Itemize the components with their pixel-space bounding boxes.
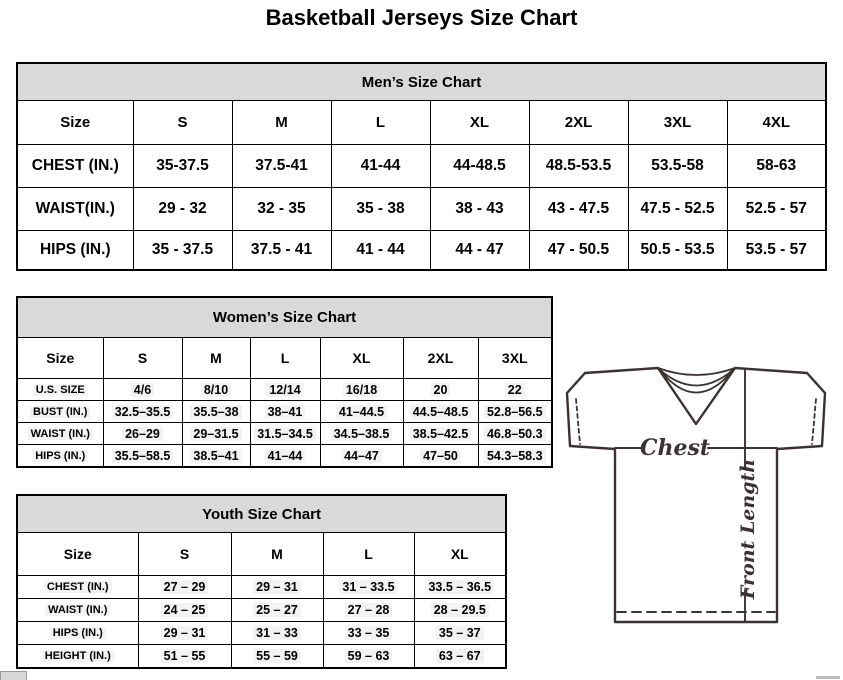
row-label: WAIST(IN.)	[17, 188, 133, 231]
column-header: XL	[414, 533, 506, 576]
cell-text: 31 – 33	[253, 626, 301, 640]
table-cell	[320, 401, 403, 423]
table-cell	[250, 445, 320, 468]
row-label	[17, 599, 138, 622]
table-cell	[320, 379, 403, 401]
cell-text: 33 – 35	[345, 626, 393, 640]
row-label	[17, 445, 103, 468]
table-cell: 58-63	[727, 145, 826, 188]
chest-label: Chest	[639, 435, 711, 461]
cell-text: 35.5–58.5	[112, 449, 174, 463]
mens-size-header-row	[17, 101, 826, 145]
table-cell	[103, 379, 182, 401]
mens-chest-row	[17, 145, 826, 188]
table-cell	[231, 576, 323, 599]
column-header: M	[231, 533, 323, 576]
column-header: XL	[320, 338, 403, 379]
table-cell: 29 - 32	[133, 188, 232, 231]
table-cell	[478, 445, 552, 468]
table-cell	[103, 401, 182, 423]
cell-text: 29 – 31	[253, 580, 301, 594]
table-cell	[320, 445, 403, 468]
cell-text: 41–44	[265, 449, 306, 463]
table-cell: 44-48.5	[430, 145, 529, 188]
row-label-text: CHEST (IN.)	[44, 581, 112, 593]
table-cell	[323, 576, 414, 599]
table-cell	[250, 423, 320, 445]
front-length-label: Front Length	[737, 458, 759, 600]
table-cell: 38 - 43	[430, 188, 529, 231]
table-cell	[231, 645, 323, 669]
cell-text: 38.5–42.5	[410, 427, 472, 441]
column-header: 4XL	[727, 101, 826, 145]
youth-size-table	[16, 494, 507, 669]
column-header: S	[133, 101, 232, 145]
cell-text: 28 – 29.5	[431, 603, 489, 617]
cell-text: 22	[505, 383, 525, 397]
table-cell: 41 - 44	[331, 231, 430, 271]
table-cell: 35-37.5	[133, 145, 232, 188]
table-cell	[182, 445, 250, 468]
cell-text: 35 – 37	[436, 626, 484, 640]
column-header: Size	[17, 338, 103, 379]
table-cell: 53.5 - 57	[727, 231, 826, 271]
table-cell	[138, 645, 231, 669]
womens-waist-row	[17, 423, 552, 445]
table-cell: 47 - 50.5	[529, 231, 628, 271]
column-header: 2XL	[403, 338, 478, 379]
sleeve-stitch-right	[812, 399, 816, 444]
table-cell	[231, 599, 323, 622]
table-cell	[182, 379, 250, 401]
table-cell	[403, 423, 478, 445]
table-cell	[138, 599, 231, 622]
table-cell	[320, 423, 403, 445]
row-label-text: BUST (IN.)	[30, 406, 90, 418]
cell-text: 25 – 27	[253, 603, 301, 617]
cell-text: 32.5–35.5	[112, 405, 174, 419]
youth-chart-title: Youth Size Chart	[17, 495, 506, 533]
column-header: S	[138, 533, 231, 576]
mens-hips-row	[17, 231, 826, 271]
table-cell: 52.5 - 57	[727, 188, 826, 231]
row-label	[17, 423, 103, 445]
row-label-text: U.S. SIZE	[33, 384, 88, 396]
table-cell	[182, 423, 250, 445]
row-label	[17, 645, 138, 669]
womens-chart-title: Women’s Size Chart	[17, 297, 552, 338]
cell-text: 38–41	[265, 405, 306, 419]
table-cell	[138, 622, 231, 645]
table-cell	[414, 645, 506, 669]
row-label-text: WAIST (IN.)	[28, 428, 93, 440]
table-cell	[250, 379, 320, 401]
table-cell	[478, 423, 552, 445]
table-cell: 35 - 37.5	[133, 231, 232, 271]
row-label-text: HIPS (IN.)	[50, 627, 106, 639]
youth-waist-row	[17, 599, 506, 622]
mens-size-table	[16, 62, 827, 271]
row-label: HIPS (IN.)	[17, 231, 133, 271]
mens-chart-title: Men’s Size Chart	[17, 63, 826, 101]
table-cell	[323, 599, 414, 622]
cell-text: 31 – 33.5	[339, 580, 397, 594]
cell-text: 52.8–56.5	[484, 405, 546, 419]
cell-text: 12/14	[266, 383, 303, 397]
table-cell	[182, 401, 250, 423]
table-cell: 37.5 - 41	[232, 231, 331, 271]
cell-text: 4/6	[131, 383, 154, 397]
cell-text: 47–50	[420, 449, 461, 463]
row-label	[17, 622, 138, 645]
column-header: XL	[430, 101, 529, 145]
table-cell	[103, 445, 182, 468]
cell-text: 29 – 31	[161, 626, 209, 640]
table-cell: 37.5-41	[232, 145, 331, 188]
cell-text: 44.5–48.5	[410, 405, 472, 419]
cell-text: 51 – 55	[161, 649, 209, 663]
cell-text: 20	[431, 383, 451, 397]
cell-text: 27 – 29	[161, 580, 209, 594]
row-label-text: HIPS (IN.)	[32, 450, 88, 462]
page-title: Basketball Jerseys Size Chart	[265, 5, 578, 30]
row-label-text: HEIGHT (IN.)	[42, 650, 114, 662]
cell-text: 35.5–38	[190, 405, 241, 419]
womens-hips-row	[17, 445, 552, 468]
column-header: M	[232, 101, 331, 145]
row-label	[17, 401, 103, 423]
table-cell	[231, 622, 323, 645]
youth-height-row	[17, 645, 506, 669]
table-cell: 35 - 38	[331, 188, 430, 231]
row-label-text: WAIST (IN.)	[45, 604, 110, 616]
cell-text: 54.3–58.3	[484, 449, 546, 463]
column-header: S	[103, 338, 182, 379]
table-cell: 50.5 - 53.5	[628, 231, 727, 271]
table-cell	[403, 401, 478, 423]
cell-text: 26–29	[122, 427, 163, 441]
cell-text: 29–31.5	[190, 427, 241, 441]
cell-text: 38.5–41	[190, 449, 241, 463]
column-header: L	[323, 533, 414, 576]
table-cell	[414, 576, 506, 599]
cell-text: 27 – 28	[345, 603, 393, 617]
table-cell: 43 - 47.5	[529, 188, 628, 231]
youth-hips-row	[17, 622, 506, 645]
collar-band-lines	[658, 368, 735, 393]
table-cell	[323, 645, 414, 669]
cell-text: 24 – 25	[161, 603, 209, 617]
table-cell	[250, 401, 320, 423]
table-cell	[138, 576, 231, 599]
table-cell	[414, 599, 506, 622]
jersey-measurement-diagram	[558, 362, 838, 626]
table-cell	[478, 401, 552, 423]
table-cell	[323, 622, 414, 645]
table-cell: 48.5-53.5	[529, 145, 628, 188]
youth-size-chart	[16, 494, 507, 669]
table-cell	[403, 379, 478, 401]
cell-text: 34.5–38.5	[331, 427, 393, 441]
cell-text: 55 – 59	[253, 649, 301, 663]
womens-ussize-row	[17, 379, 552, 401]
column-header: Size	[17, 101, 133, 145]
cell-text: 59 – 63	[345, 649, 393, 663]
column-header: 2XL	[529, 101, 628, 145]
cell-text: 16/18	[343, 383, 380, 397]
youth-size-header-row	[17, 533, 506, 576]
row-label	[17, 576, 138, 599]
jersey-outline-shape	[567, 368, 825, 622]
cell-text: 44–47	[341, 449, 382, 463]
column-header: L	[331, 101, 430, 145]
cell-text: 8/10	[201, 383, 231, 397]
mens-waist-row	[17, 188, 826, 231]
column-header: L	[250, 338, 320, 379]
cell-text: 63 – 67	[436, 649, 484, 663]
table-cell: 47.5 - 52.5	[628, 188, 727, 231]
table-cell: 44 - 47	[430, 231, 529, 271]
cell-text: 31.5–34.5	[254, 427, 316, 441]
cell-text: 46.8–50.3	[484, 427, 546, 441]
row-label	[17, 379, 103, 401]
womens-size-header-row	[17, 338, 552, 379]
table-cell	[414, 622, 506, 645]
table-cell: 53.5-58	[628, 145, 727, 188]
womens-size-table	[16, 296, 553, 468]
cell-text: 41–44.5	[336, 405, 387, 419]
sleeve-stitch-left	[576, 399, 580, 444]
table-cell	[478, 379, 552, 401]
cell-text: 33.5 – 36.5	[425, 580, 494, 594]
table-cell: 32 - 35	[232, 188, 331, 231]
youth-chest-row	[17, 576, 506, 599]
column-header: 3XL	[628, 101, 727, 145]
table-cell	[403, 445, 478, 468]
mens-size-chart	[16, 62, 827, 271]
womens-bust-row	[17, 401, 552, 423]
table-cell	[103, 423, 182, 445]
column-header: M	[182, 338, 250, 379]
column-header: Size	[17, 533, 138, 576]
table-cell: 41-44	[331, 145, 430, 188]
womens-size-chart	[16, 296, 553, 468]
row-label: CHEST (IN.)	[17, 145, 133, 188]
column-header: 3XL	[478, 338, 552, 379]
